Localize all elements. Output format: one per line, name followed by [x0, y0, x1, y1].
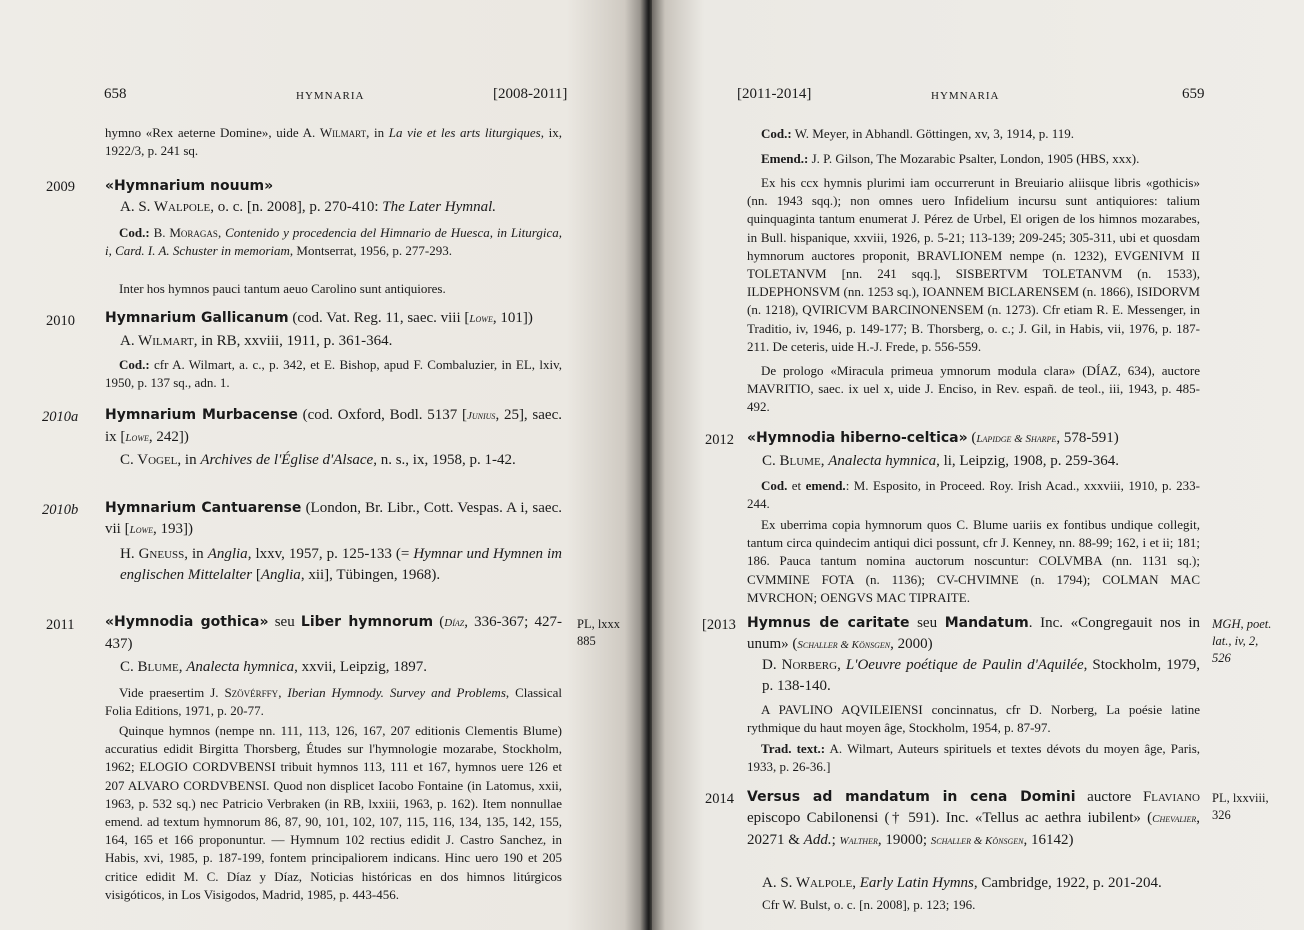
entry-2010a-edition: C. Vogel, in Archives de l'Église d'Alsace, n. s., ix, 1958, p. 1-42. — [120, 452, 516, 468]
entry-2011-heading: «Hymnodia gothica» seu Liber hymnorum (Díaz, 336-367; 427-437) — [105, 614, 563, 652]
entry-2010-edition: A. Wilmart, in RB, xxviii, 1911, p. 361-364. — [120, 333, 393, 349]
entry-2013-note: A PAVLINO AQVILEIENSI concinnatus, cfr D. Norberg, La poésie latine rythmique du haut moyen âge, Stockholm, 1954, p. 87-97. — [747, 702, 1200, 736]
entry-number: 2009 — [46, 179, 75, 195]
entry-2012-heading: «Hymnodia hiberno-celtica» (Lapidge & Sharpe, 578-591) — [747, 430, 1119, 446]
page-number: 658 — [104, 86, 127, 102]
entry-number: 2010b — [42, 502, 79, 518]
entry-number: [2013 — [702, 617, 736, 633]
entry-range: [2011-2014] — [737, 86, 812, 102]
entry-2012-codices: Cod. et emend.: M. Esposito, in Proceed. Roy. Irish Acad., xxxviii, 1910, p. 233-244. — [747, 478, 1200, 512]
margin-reference: PL, lxxviii, 326 — [1212, 791, 1269, 822]
entry-2010a-heading: Hymnarium Murbacense (cod. Oxford, Bodl. 5137 [Junius, 25], saec. ix [Lowe, 242]) — [105, 407, 562, 445]
left-page — [0, 0, 644, 930]
entry-number: 2011 — [46, 617, 75, 633]
entry-2011-commentary: Quinque hymnos (nempe nn. 111, 113, 126, 167, 207 editionis Clementis Blume) accuratius edidit Birgitta Thorsberg, Études sur l'hymnologie mozarabe, Stockholm, 1962; ELOGIO CORDVBENSI tribuit hymnos 113, 111 et 167, hymnos uere 126 et 207 ALVARO CORDVBENSI. Quod non displicet Iacobo Fontaine (in Latomus, xxii, 1963, p. 532 sq.) nec Patricio Verbraken (in RB, lxxiii, 1963, p. 162). Item nonnullae emend. ad textum hymnorum 86, 87, 90, 101, 102, 107, 115, 116, 134, 135, 142, 155, 164, 165 et 166 proponuntur. — Hymnum 102 rectius edidit J. Castro Sanchez, in Habis, xvi, 1985, p. 187-199, fontem principaliorem indicans. Hinc uero 190 et 205 critice edidit M. C. Díaz y Díaz, Noticias históricas en dos himnos litúrgicos visigóticos, in Los Visigodos, Madrid, 1985, p. 443-456. — [105, 723, 562, 902]
continued-codices: Cod.: W. Meyer, in Abhandl. Göttingen, xv, 3, 1914, p. 119. — [761, 126, 1075, 141]
entry-number: 2010 — [46, 313, 75, 329]
entry-2013-edition: D. Norberg, L'Oeuvre poétique de Paulin d'Aquilée, Stockholm, 1979, p. 138-140. — [762, 657, 1200, 694]
entry-2010-heading: Hymnarium Gallicanum (cod. Vat. Reg. 11, saec. viii [Lowe, 101]) — [105, 310, 533, 326]
entry-2011-edition: C. Blume, Analecta hymnica, xxvii, Leipzig, 1897. — [120, 659, 427, 675]
right-page — [652, 0, 1304, 930]
continued-commentary: Ex his ccx hymnis plurimi iam occurrerunt in Breuiario aliisque libris «gothicis» (nn. 1943 sqq.); non omnes uero Infidelium incursu sunt antiquiores: talium quinquaginta tantum enumerat J. Pérez de Urbel, El origen de los himnos mozarabes, in Bull. hispanique, xxviii, 1926, p. 5-21; 113-139; 209-245; 305-311, ubi et quosdam hymnorum auctores proponit, BRAVLIONEM nempe (n. 1232), EVGENIVM II TOLETANVM [nn. 241 sqq.], SISBERTVM TOLETANVM (n. 1533), ILDEPHONSVM (nn. 1253 sq.), IOANNEM BICLARENSEM (n. 1866), ISIDORVM (n. 1218), QVIRICVM BARCINONENSEM (n. 1273). Cfr etiam R. E. Messenger, in Traditio, iv, 1946, p. 149-177; B. Thorsberg, o. c.; J. Gil, in Habis, vii, 1976, p. 187-211. De ceteris, uide H.-J. Frede, p. 556-559. — [747, 175, 1200, 354]
entry-2010b-edition: H. Gneuss, in Anglia, lxxv, 1957, p. 125-133 (= Hymnar und Hymnen im englischen Mittelalter [Anglia, xii], Tübingen, 1968). — [120, 546, 562, 583]
entry-2014-cross-reference: Cfr W. Bulst, o. c. [n. 2008], p. 123; 196. — [762, 897, 976, 912]
page-number: 659 — [1182, 86, 1205, 102]
entry-range: [2008-2011] — [493, 86, 568, 102]
entry-2013-heading: Hymnus de caritate seu Mandatum. Inc. «Congregauit nos in unum» (Schaller & Könsgen, 2000) — [747, 615, 1200, 652]
entry-number: 2012 — [705, 432, 734, 448]
entry-2014-edition: A. S. Walpole, Early Latin Hymns, Cambridge, 1922, p. 201-204. — [762, 875, 1162, 891]
entry-2011-note: Vide praesertim J. Szövérffy, Iberian Hymnody. Survey and Problems, Classical Folia Editions, 1971, p. 20-77. — [105, 685, 562, 719]
entry-2009-codices: Cod.: B. Moragas, Contenido y procedencia del Himnario de Huesca, in Liturgica, i, Card. I. A. Schuster in memoriam, Montserrat, 1956, p. 277-293. — [105, 225, 562, 259]
continued-emendations: Emend.: J. P. Gilson, The Mozarabic Psalter, London, 1905 (HBS, xxx). — [761, 151, 1140, 166]
entry-2012-edition: C. Blume, Analecta hymnica, li, Leipzig, 1908, p. 259-364. — [762, 453, 1119, 469]
entry-2010-codices: Cod.: cfr A. Wilmart, a. c., p. 342, et E. Bishop, apud F. Combaluzier, in EL, lxiv, 1950, p. 137 sq., adn. 1. — [105, 357, 562, 391]
continued-prologue-note: De prologo «Miracula primeua ymnorum modula clara» (DÍAZ, 634), auctore MAVRITIO, saec. ix uel x, uide J. Enciso, in Rev. españ. de teol., iii, 1943, p. 485-492. — [747, 363, 1200, 415]
margin-reference: PL, lxxx 885 — [577, 617, 621, 648]
entry-2009-heading: «Hymnarium nouum» — [105, 178, 274, 194]
entry-2014-heading: Versus ad mandatum in cena Domini auctore Flaviano episcopo Cabilonensi († 591). Inc. «Tellus ac aethra iubilent» (Chevalier, 20271 & Add.; Walther, 19000; Schaller & Könsgen, 16142) — [747, 789, 1200, 848]
entry-2012-commentary: Ex uberrima copia hymnorum quos C. Blume uariis ex fontibus undique collegit, tantum circa quindecim antiqui dici possunt, cfr J. Kenney, nn. 88-99; 162, i et ii; 181; 186. Pauca tantum nomina auctorum noscuntur: COLVMBA (nn. 1131 sq.); CVMMINE FOTA (n. 1136); CV-CHVIMNE (n. 1794); COLMAN MAC MVRCHON; OENGVS MAC TIPRAITE. — [747, 517, 1200, 605]
entry-2009-edition: A. S. Walpole, o. c. [n. 2008], p. 270-410: The Later Hymnal. — [120, 199, 497, 215]
entry-number: 2010a — [42, 409, 79, 425]
margin-reference: MGH, poet. lat., iv, 2, 526 — [1212, 617, 1272, 665]
entry-number: 2014 — [705, 791, 734, 807]
entry-2013-tradition: Trad. text.: A. Wilmart, Auteurs spirituels et textes dévots du moyen âge, Paris, 1933, p. 26-36.] — [747, 741, 1201, 775]
entry-2010b-heading: Hymnarium Cantuarense (London, Br. Libr., Cott. Vespas. A i, saec. vii [Lowe, 193]) — [105, 500, 562, 537]
entry-2009-note: Inter hos hymnos pauci tantum aeuo Carolino sunt antiquiores. — [119, 281, 446, 296]
running-title: HYMNARIA — [931, 90, 1000, 102]
running-title: HYMNARIA — [296, 90, 365, 102]
continued-text: hymno «Rex aeterne Domine», uide A. Wilmart, in La vie et les arts liturgiques, ix, 1922/3, p. 241 sq. — [105, 125, 563, 159]
